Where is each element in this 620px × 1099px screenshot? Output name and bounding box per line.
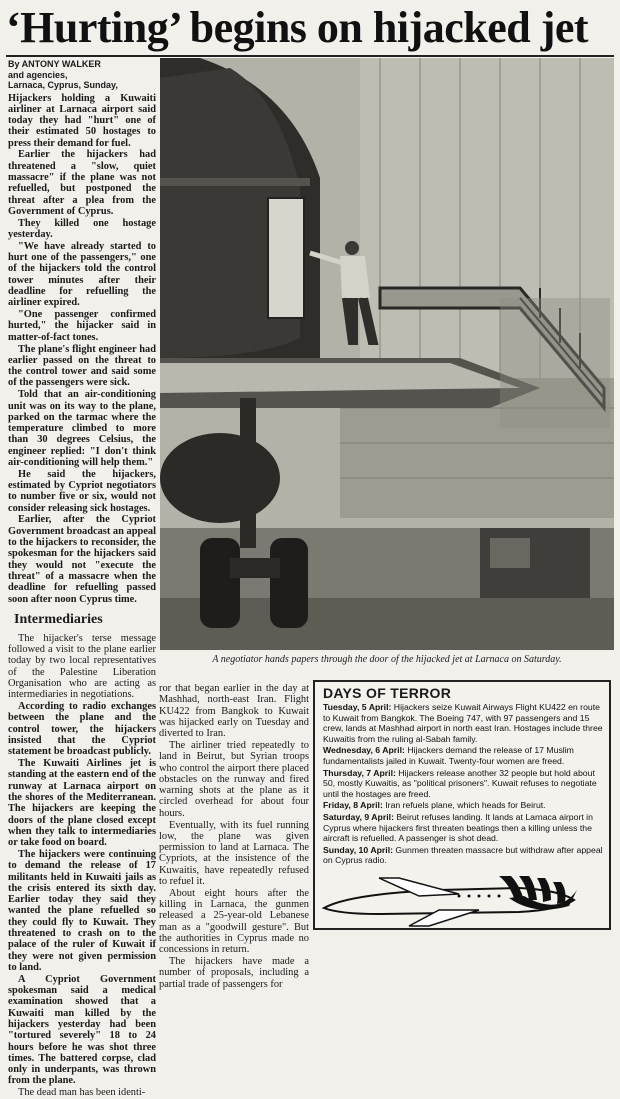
timeline-day: Saturday, 9 April: xyxy=(323,811,394,822)
article-paragraph: Eventually, with its fuel running low, the plane was given permission to land at Larnaca. The Cypriots, at the insistence of the Kuwaitis, have repeatedly refused to refuel it. xyxy=(159,819,309,888)
byline-dateline: Larnaca, Cyprus, Sunday, xyxy=(8,80,118,90)
timeline-day: Wednesday, 6 April: xyxy=(323,745,405,756)
timeline-text: Beirut refuses landing. It lands at Larnaca airport in Cyprus where hijackers first threaten beatings then a killing unless the aircraft is refuelled. A passenger is shot dead. xyxy=(323,811,593,844)
timeline-entry xyxy=(323,702,603,744)
timeline-text: Gunmen threaten massacre but withdraw after appeal on Cyprus radio. xyxy=(323,844,603,866)
timeline-text: Hijackers demand the release of 17 Muslim fundamentalists jailed in Kuwait. Twenty-four women are freed. xyxy=(323,745,574,766)
photo-caption: A negotiator hands papers through the door of the hijacked jet at Larnaca on Saturday. xyxy=(212,654,562,665)
hijacked-jet-photo-image xyxy=(160,58,614,650)
article-paragraph: "One passenger confirmed hurted," the hijacker said in matter-of-fact tones. xyxy=(8,309,156,343)
timeline-entry xyxy=(323,745,603,766)
timeline-text: Hijackers seize Kuwait Airways Flight KU422 en route to Kuwait from Bangkok. The Boeing 747, with 97 passengers and 15 crew, lands at Mashhad airport in north east Iran. Hostages include three Kuwaitis from the ruling al-Sabah family. xyxy=(323,702,603,744)
days-of-terror-box xyxy=(313,680,611,930)
hijacked-jet-photo xyxy=(160,58,614,650)
article-paragraph: The dead man has been identi- xyxy=(18,1087,146,1099)
article-paragraph: The plane's flight engineer had earlier passed on the threat to the control tower and said some of the passengers were sick. xyxy=(8,343,156,389)
timeline-text: Hijackers release another 32 people but hold about 50, mostly Kuwaitis, as "political prisoners". Kuwait refuses to negotiate until the hostages are freed. xyxy=(323,767,597,799)
article-paragraph: According to radio exchanges between the plane and the control tower, the hijackers insisted that the Cypriot statement be broadcast publicly. xyxy=(8,701,156,758)
timeline-entry xyxy=(323,768,603,800)
headline: ‘Hurting’ begins on hijacked jet xyxy=(6,3,589,52)
timeline-entry xyxy=(323,845,603,866)
byline-agencies: and agencies, xyxy=(8,69,68,80)
timeline-day: Sunday, 10 April: xyxy=(323,844,393,855)
article-paragraph: "We have already started to hurt one of the passengers," one of the hijackers told the control tower minutes after their deadline for refuelling the airliner expired. xyxy=(8,240,156,309)
article-paragraph: Hijackers holding a Kuwaiti airliner at Larnaca airport said today they had "hurt" one of their estimated 50 hostages to press their demand for fuel. xyxy=(8,92,156,149)
timeline-day: Tuesday, 5 April: xyxy=(323,702,392,712)
article-paragraph: Earlier, after the Cypriot Government broadcast an appeal to the hijackers to reconsider, the spokesman for the hijackers said they would not "execute the threat" of a massacre when the deadline for refuelling passed soon after noon Cyprus time. xyxy=(8,514,156,605)
article-paragraph: About eight hours after the killing in Larnaca, the gunmen released a 25-year-old Lebanese man as a "goodwill gesture". But the authorities in Cyprus made no concessions in return. xyxy=(159,887,309,956)
article-column-left xyxy=(8,59,156,1099)
timeline-entry xyxy=(323,800,603,811)
byline-author: By ANTONY WALKER xyxy=(8,59,101,69)
days-of-terror-title: DAYS OF TERROR xyxy=(323,685,452,701)
article-paragraph: They killed one hostage yesterday. xyxy=(8,217,156,241)
timeline-day: Friday, 8 April: xyxy=(323,800,383,811)
byline xyxy=(8,59,156,91)
article-paragraph: The hijackers have made a number of proposals, including a partial trade of passengers for xyxy=(159,956,309,990)
subhead-intermediaries: Intermediaries xyxy=(14,611,103,627)
days-of-terror-timeline xyxy=(315,702,609,866)
article-paragraph: Earlier the hijackers had threatened a "slow, quiet massacre" if the plane was not refuelled, but postponed the threat after a plea from the Government of Cyprus. xyxy=(8,149,156,217)
timeline-day: Thursday, 7 April: xyxy=(323,767,396,778)
article-paragraph: He said the hijackers, estimated by Cypriot negotiators to number five or six, would not consider releasing sick hostages. xyxy=(8,468,156,514)
timeline-text: Iran refuels plane, which heads for Beirut. xyxy=(382,800,546,811)
plane-and-hand-illustration xyxy=(319,876,609,926)
article-paragraph: ror that began earlier in the day at Mashhad, north-east Iran. Flight KU422 from Bangkok to Kuwait was hijacked early on Tuesday and diverted to Iran. xyxy=(159,683,309,740)
article-paragraph: The hijackers were continuing to demand the release of 17 militants held in Kuwaiti jails as the crisis entered its sixth day. Earlier today they said they wanted the plane refuelled so they could fly to Kuwait. They threatened to crash on to the palace of the ruler of Kuwait if they were not given permission to land. xyxy=(8,849,156,973)
article-paragraph: The hijacker's terse message followed a visit to the plane earlier today by two local representatives of the Palestine Liberation Organisation who are acting as intermediaries in negotiations. xyxy=(8,632,156,701)
article-paragraph: A Cypriot Government spokesman said a medical examination showed that a Kuwaiti man killed by the hijackers yesterday had been "tortured severely" 18 to 24 hours before he was shot three times. The battered corpse, clad only in underpants, was thrown from the plane. xyxy=(8,973,156,1087)
headline-rule xyxy=(6,55,614,57)
article-paragraph: Told that an air-conditioning unit was on its way to the plane, parked on the tarmac where the temperature climbed to more than 30 degrees Celsius, the engineer replied: "I don't think air-conditioning will help them." xyxy=(8,389,156,468)
timeline-entry xyxy=(323,812,603,844)
article-paragraph: The airliner tried repeatedly to land in Beirut, but Syrian troops who control the airport there placed obstacles on the runway and fired warning shots at the plane as it circled overhead for about four hours. xyxy=(159,739,309,819)
article-paragraph: The Kuwaiti Airlines jet is standing at the eastern end of the runway at Larnaca airport on the shores of the Mediterranean. The hijackers are keeping the doors of the plane closed except when they talk to intermediaries or take food on board. xyxy=(8,758,156,849)
article-column-middle xyxy=(159,683,309,991)
